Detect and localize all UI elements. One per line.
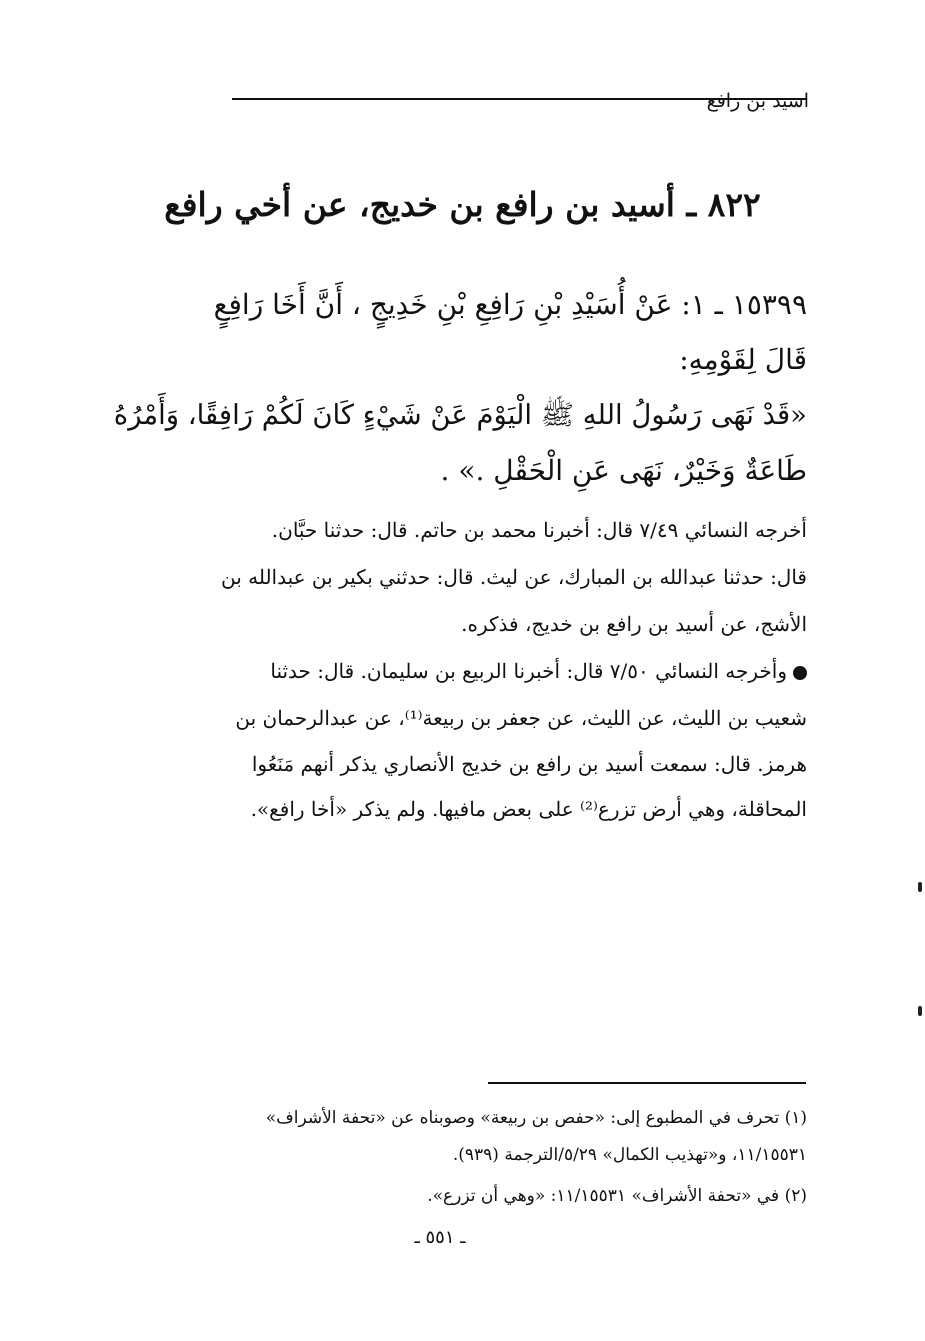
hadith-line: «قَدْ نَهَى رَسُولُ اللهِ ﷺ الْيَوْمَ عَنْ شَيْءٍ كَانَ لَكُمْ رَافِقًا، وَأَمْرُهُ xyxy=(113,399,807,431)
takhrij-line: هرمز. قال: سمعت أسيد بن رافع بن خديج الأنصاري يذكر أنهم مَنَعُوا xyxy=(251,752,807,776)
bullet-icon xyxy=(793,666,807,680)
takhrij-line: قال: حدثنا عبدالله بن المبارك، عن ليث. قال: حدثني بكير بن عبدالله بن xyxy=(220,565,807,589)
takhrij-line-bulleted xyxy=(270,659,807,683)
takhrij-line: شعيب بن الليث، عن الليث، عن جعفر بن ربيعة⁽¹⁾، عن عبدالرحمان بن xyxy=(235,706,807,730)
hadith-line: ١٥٣٩٩ ـ ١: عَنْ أُسَيْدِ بْنِ رَافِعِ بْنِ خَدِيجٍ ، أَنَّ أَخَا رَافِعٍ xyxy=(213,288,807,321)
scan-speck xyxy=(918,1006,922,1016)
takhrij-line: الأشج، عن أسيد بن رافع بن خديج، فذكره. xyxy=(461,612,807,636)
takhrij-line: المحاقلة، وهي أرض تزرع⁽²⁾ على بعض مافيها. ولم يذكر «أخا رافع». xyxy=(250,797,807,821)
running-title: اسيد بن رافع xyxy=(706,90,809,112)
takhrij-line: أخرجه النسائي ٧/٤٩ قال: أخبرنا محمد بن حاتم. قال: حدثنا حبَّان. xyxy=(271,518,807,542)
footnote-line: ١١/١٥٥٣١، و«تهذيب الكمال» ٥/٢٩/الترجمة (٩٣٩). xyxy=(452,1145,807,1165)
footnote-rule xyxy=(488,1082,806,1084)
takhrij-line-text: وأخرجه النسائي ٧/٥٠ قال: أخبرنا الربيع بن سليمان. قال: حدثنا xyxy=(270,659,787,683)
footnote-line: (١) تحرف في المطبوع إلى: «حفص بن ربيعة» وصوبناه عن «تحفة الأشراف» xyxy=(265,1108,807,1128)
page-number: ـ ٥٥١ ـ xyxy=(414,1227,466,1248)
hadith-line: قَالَ لِقَوْمِهِ: xyxy=(679,343,807,376)
scan-speck xyxy=(918,882,922,892)
footnote-line: (٢) في «تحفة الأشراف» ١١/١٥٥٣١: «وهي أن تزرع». xyxy=(427,1186,807,1206)
chapter-title: ٨٢٢ ـ أسيد بن رافع بن خديج، عن أخي رافع xyxy=(164,185,761,224)
hadith-line: طَاعَةٌ وَخَيْرٌ، نَهَى عَنِ الْحَقْلِ .» . xyxy=(440,454,807,487)
